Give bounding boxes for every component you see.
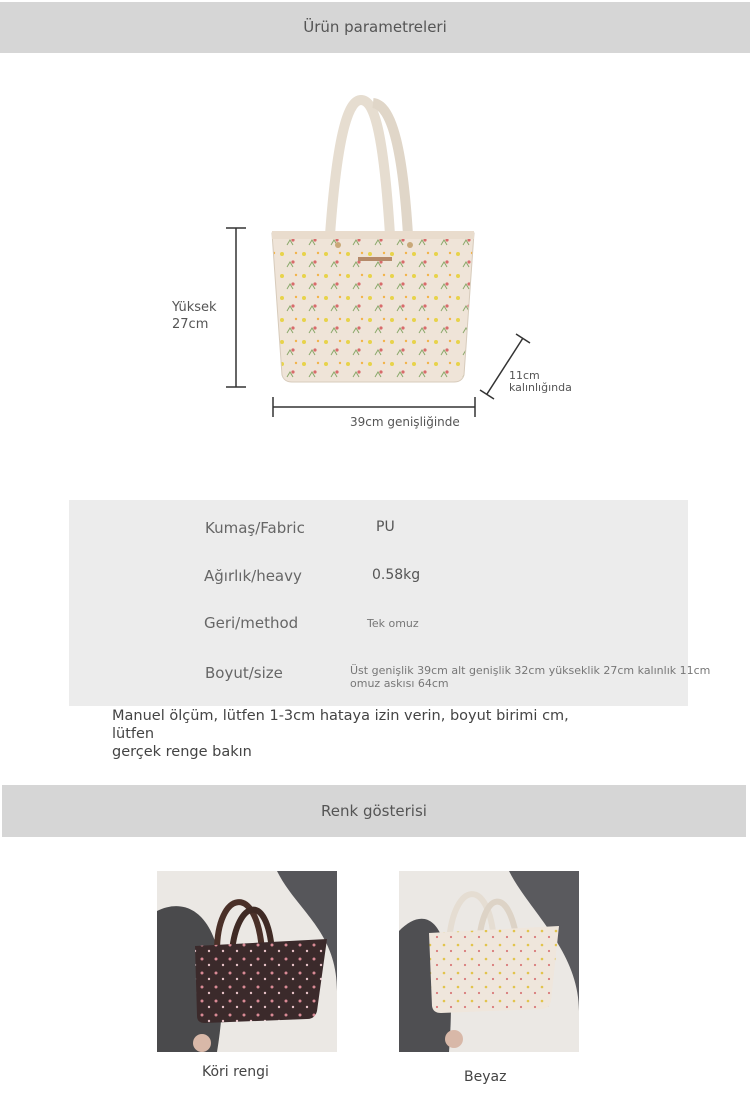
color-photo-curry [157,871,337,1052]
spec-value-size-2: omuz askısı 64cm [350,677,449,690]
color-caption-white: Beyaz [464,1069,507,1085]
measurement-note [112,707,592,761]
note-line-1: Manuel ölçüm, lütfen 1-3cm hataya izin verin, boyut birimi cm, lütfen [112,708,569,742]
spec-label-method: Geri/method [204,614,299,632]
width-label: 39cm genişliğinde [350,415,460,429]
spec-value-size-1: Üst genişlik 39cm alt genişlik 32cm yükseklik 27cm kalınlık 11cm [350,664,711,677]
height-label-1: Yüksek [172,300,217,315]
spec-value-weight: 0.58kg [372,567,421,583]
spec-value-method: Tek omuz [367,617,419,630]
depth-label-2: kalınlığında [509,381,572,394]
depth-label-1: 11cm [509,369,540,382]
section-banner-colors: Renk gösterisi [2,785,746,837]
note-line-2: gerçek renge bakın [112,744,252,760]
spec-value-fabric: PU [376,519,395,535]
spec-table [69,500,711,706]
height-dimension-line [224,226,248,390]
section-banner-parameters: Ürün parametreleri [0,2,750,53]
spec-label-size: Boyut/size [205,664,283,682]
spec-label-weight: Ağırlık/heavy [204,567,302,585]
color-photo-white [399,871,579,1052]
spec-label-fabric: Kumaş/Fabric [205,519,305,537]
height-label-2: 27cm [172,317,209,332]
color-caption-curry: Köri rengi [202,1064,269,1080]
